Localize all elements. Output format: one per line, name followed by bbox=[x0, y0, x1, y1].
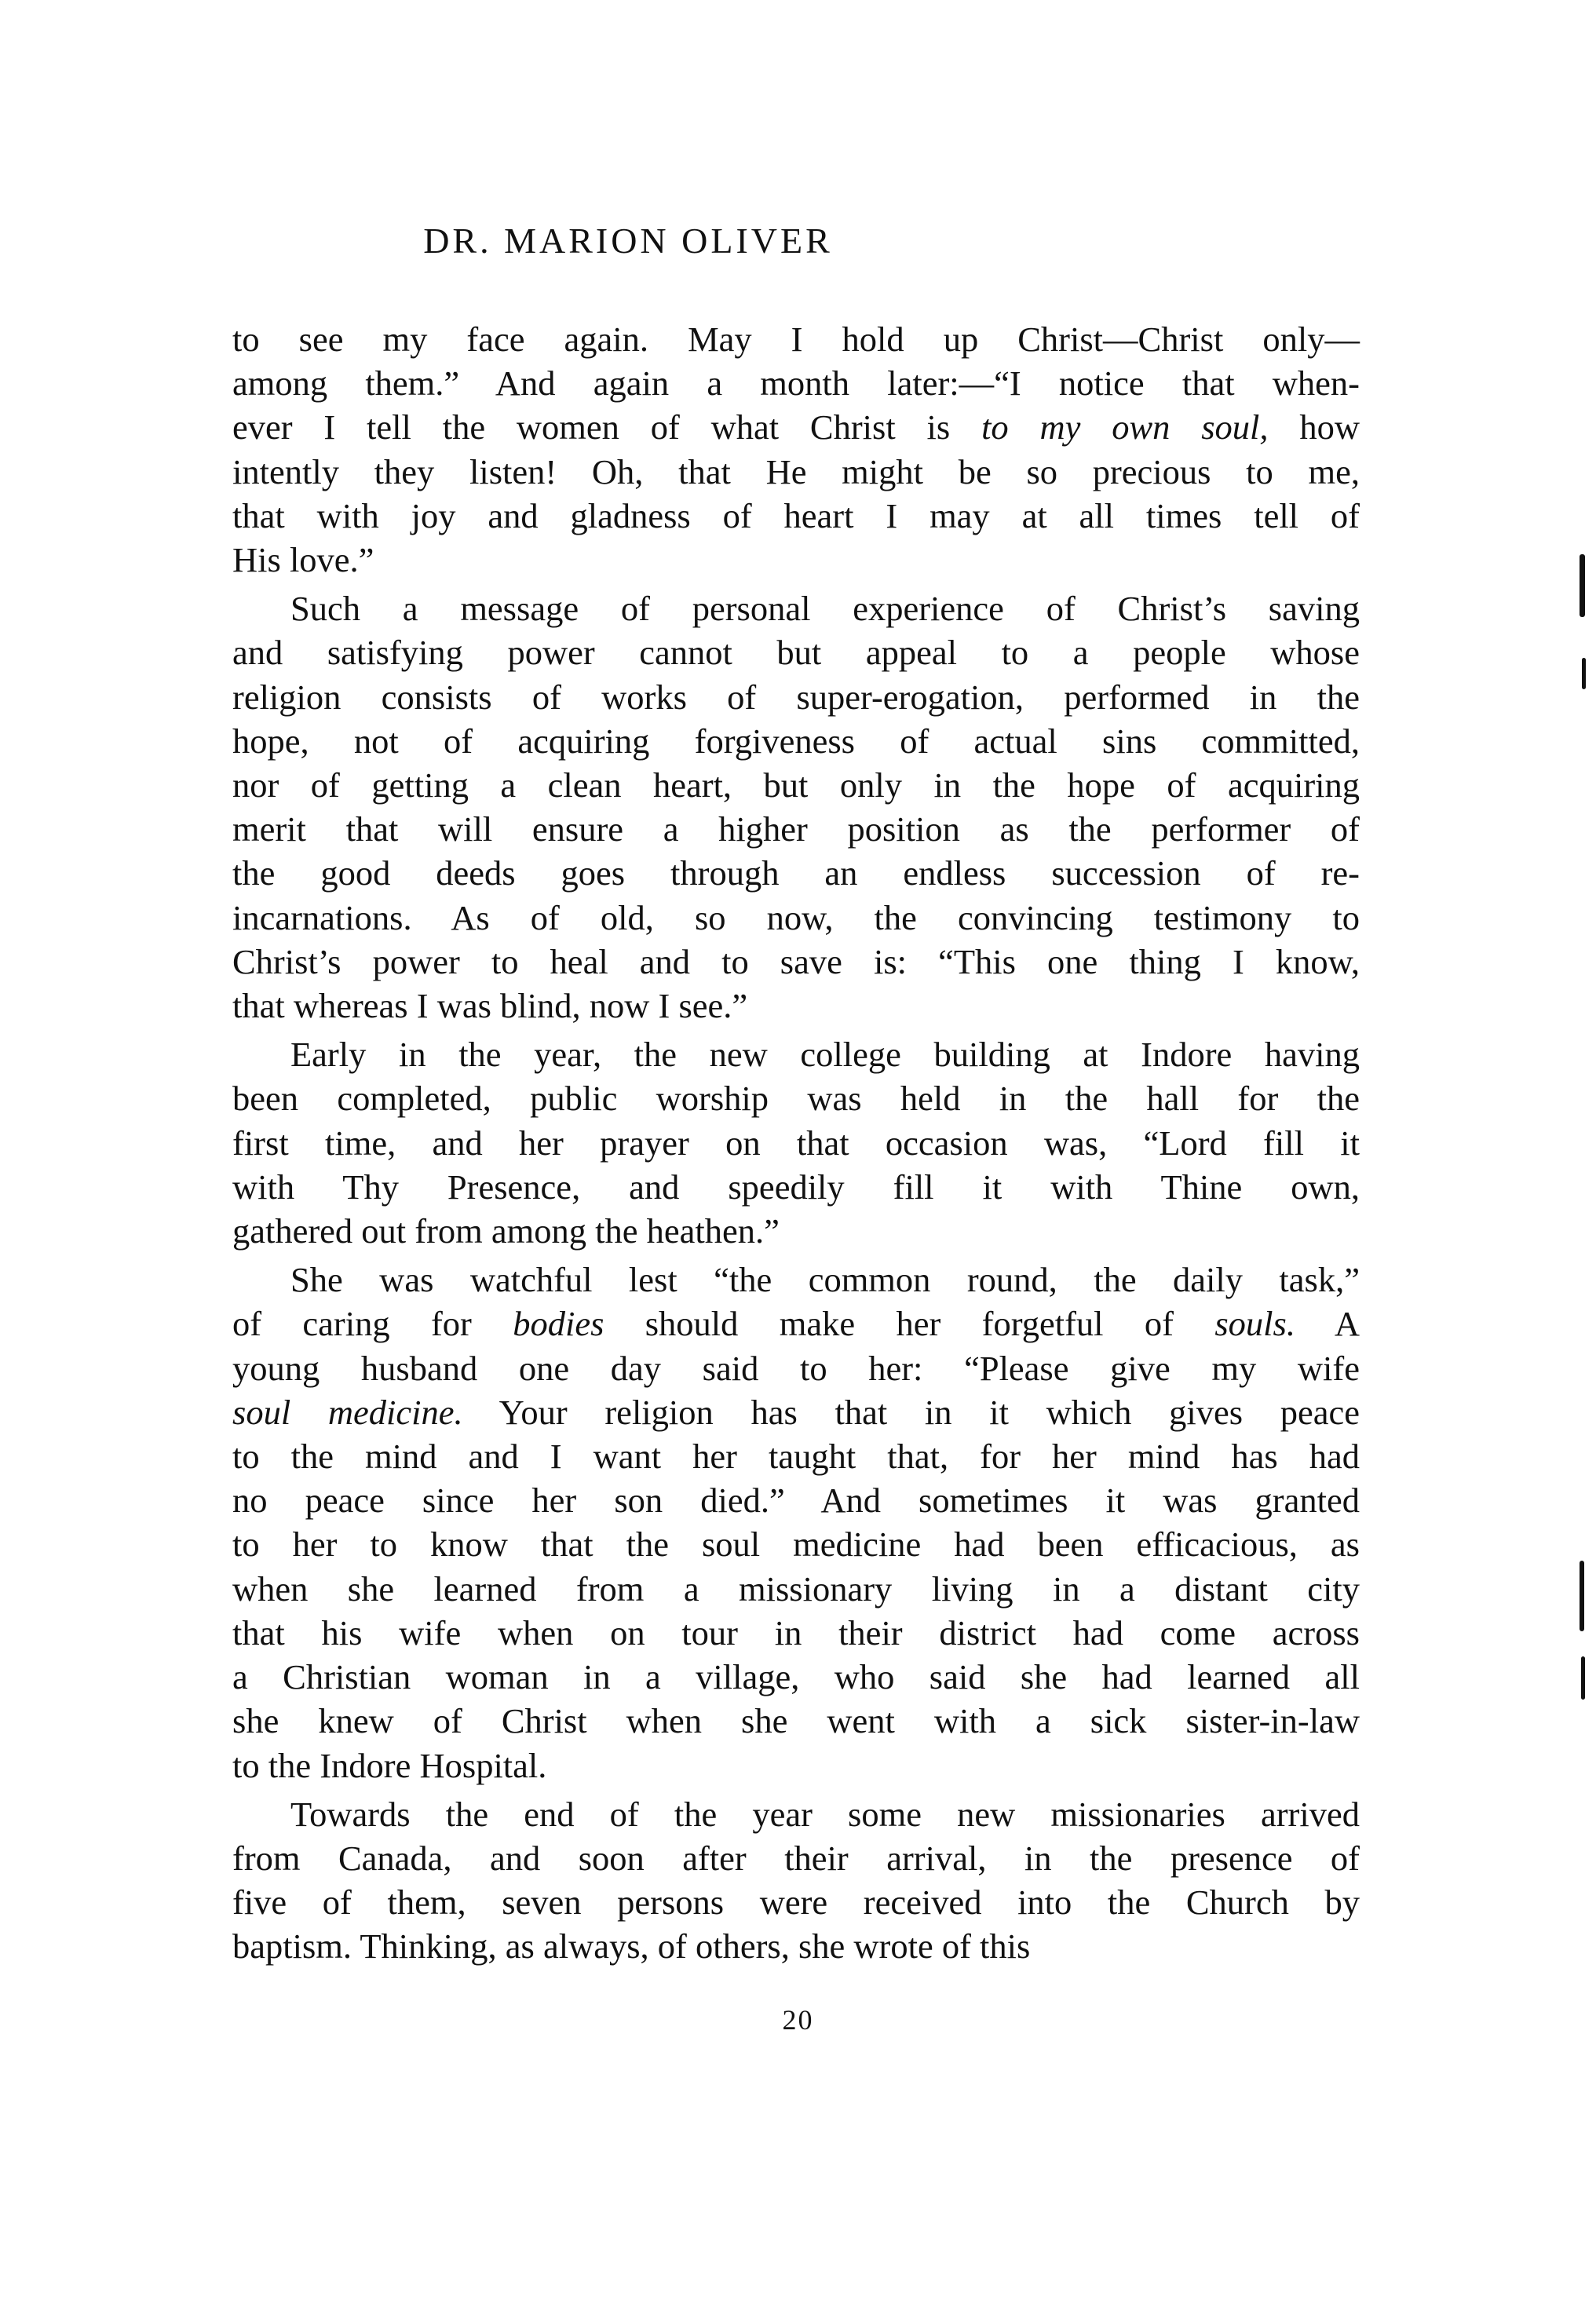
running-head: DR. MARION OLIVER bbox=[423, 221, 833, 261]
text-line: soul medicine. Your religion has that in it which gives peace bbox=[232, 1392, 1360, 1432]
text-line: incarnations. As of old, so now, the convincing testimony to bbox=[232, 897, 1360, 937]
text-line: with Thy Presence, and speedily fill it with Thine own, bbox=[232, 1167, 1360, 1207]
text-line: Christ’s power to heal and to save is: “This one thing I know, bbox=[232, 941, 1360, 981]
paragraph bbox=[232, 317, 1360, 582]
margin-scan-mark bbox=[1582, 658, 1586, 689]
page-number: 20 bbox=[782, 2004, 814, 2036]
text-line: a Christian woman in a village, who said she had learned all bbox=[232, 1657, 1360, 1697]
text-line: to her to know that the soul medicine had been efficacious, as bbox=[232, 1525, 1360, 1565]
text-line: gathered out from among the heathen.” bbox=[232, 1211, 780, 1251]
text-line: nor of getting a clean heart, but only in the hope of acquiring bbox=[232, 765, 1360, 805]
text-line: that with joy and gladness of heart I may at all times tell of bbox=[232, 495, 1360, 535]
text-line: when she learned from a missionary living in a distant city bbox=[232, 1568, 1360, 1609]
text-line: the good deeds goes through an endless succession of re- bbox=[232, 853, 1360, 893]
text-line: she knew of Christ when she went with a sick sister-in-law bbox=[232, 1701, 1360, 1741]
text-line: that his wife when on tour in their district had come across bbox=[232, 1612, 1360, 1652]
text-line: religion consists of works of super-erogation, performed in the bbox=[232, 677, 1360, 717]
text-line: among them.” And again a month later:—“I notice that when- bbox=[232, 363, 1360, 404]
text-line: Towards the end of the year some new missionaries arrived bbox=[290, 1794, 1360, 1834]
paragraph bbox=[232, 1792, 1360, 1969]
text-line: of caring for bodies should make her forgetful of souls. A bbox=[232, 1304, 1360, 1344]
text-line: merit that will ensure a higher position as the performer of bbox=[232, 809, 1360, 849]
paragraph bbox=[232, 586, 1360, 1028]
text-line: young husband one day said to her: “Please give my wife bbox=[232, 1348, 1360, 1388]
text-line: to the mind and I want her taught that, for her mind has had bbox=[232, 1437, 1360, 1477]
text-line: and satisfying power cannot but appeal to a people whose bbox=[232, 633, 1360, 673]
text-line: first time, and her prayer on that occasion was, “Lord fill it bbox=[232, 1123, 1360, 1163]
body-text bbox=[232, 317, 1360, 1969]
text-line: His love.” bbox=[232, 540, 374, 580]
text-line: ever I tell the women of what Christ is to my own soul, how bbox=[232, 407, 1360, 447]
text-line: hope, not of acquiring forgiveness of actual sins committed, bbox=[232, 721, 1360, 761]
text-line: that whereas I was blind, now I see.” bbox=[232, 986, 748, 1026]
text-line: been completed, public worship was held in the hall for the bbox=[232, 1079, 1360, 1119]
text-line: intently they listen! Oh, that He might be so precious to me, bbox=[232, 451, 1360, 491]
paragraph bbox=[232, 1258, 1360, 1787]
paragraph bbox=[232, 1032, 1360, 1253]
text-line: baptism. Thinking, as always, of others, she wrote of this bbox=[232, 1926, 1031, 1967]
text-line: Such a message of personal experience of Christ’s saving bbox=[290, 589, 1360, 629]
text-line: to see my face again. May I hold up Christ—Christ only— bbox=[232, 320, 1360, 359]
text-line: to the Indore Hospital. bbox=[232, 1745, 547, 1785]
margin-scan-mark bbox=[1580, 554, 1585, 617]
text-line: Early in the year, the new college building at Indore having bbox=[290, 1035, 1360, 1075]
margin-scan-mark bbox=[1580, 1561, 1584, 1631]
text-line: She was watchful lest “the common round, the daily task,” bbox=[290, 1260, 1360, 1300]
text-line: five of them, seven persons were received into the Church by bbox=[232, 1883, 1360, 1923]
text-line: no peace since her son died.” And sometimes it was granted bbox=[232, 1481, 1360, 1521]
text-line: from Canada, and soon after their arrival, in the presence of bbox=[232, 1838, 1360, 1878]
margin-scan-mark bbox=[1581, 1656, 1585, 1700]
